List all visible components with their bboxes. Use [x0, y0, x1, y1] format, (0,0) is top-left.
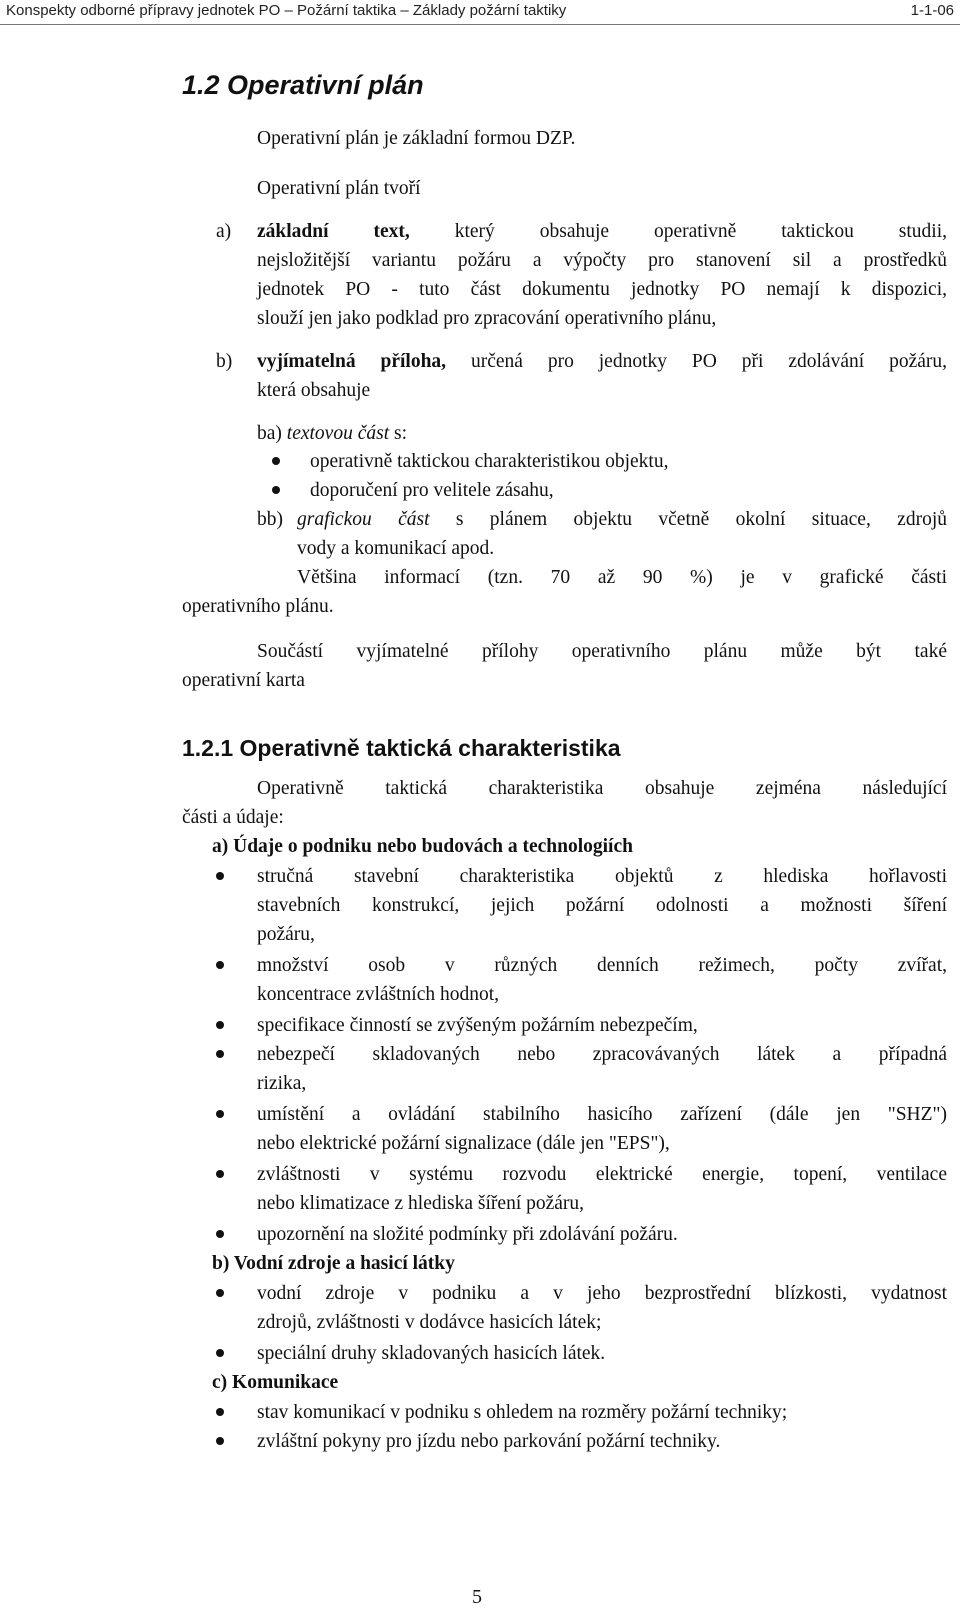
item-b-marker: b) [216, 351, 233, 372]
item-b-text: určená pro jednotky PO při zdolávání požáru, [446, 351, 947, 372]
a-item-5-line-1: umístění a ovládání stabilního hasicího zařízení (dále jen "SHZ") [257, 1104, 947, 1125]
item-ba-line [257, 419, 407, 448]
majority-line2: operativního plánu. [182, 596, 334, 617]
bullet-icon [216, 1050, 224, 1058]
bullet-icon [216, 961, 224, 969]
bullet-icon [216, 1021, 224, 1029]
item-a-text: který obsahuje operativně taktickou studii, [409, 221, 947, 242]
item-a-bold: základní text, [257, 221, 410, 242]
a-item-1-line-3: požáru, [257, 924, 315, 945]
a-item-7-line-1: upozornění na složité podmínky při zdolávání požáru. [257, 1224, 678, 1245]
a-item-1-line-1: stručná stavební charakteristika objektů z hlediska hořlavosti [257, 866, 947, 887]
part-line1: Součástí vyjímatelné přílohy operativního plánu může být také [257, 641, 947, 662]
item-b-line2: která obsahuje [257, 380, 371, 401]
item-ba-bullet-1: operativně taktickou charakteristikou objektu, [310, 451, 669, 472]
majority-line1: Většina informací (tzn. 70 až 90 %) je v grafické části [297, 567, 947, 588]
b-item-1-line-2: zdrojů, zvláštnosti v dodávce hasicích látek; [257, 1312, 602, 1333]
item-bb-text: s plánem objektu včetně okolní situace, zdrojů [429, 509, 947, 530]
bullet-icon [272, 486, 280, 494]
item-b-line1 [257, 347, 947, 376]
group-c-heading: c) Komunikace [212, 1372, 339, 1393]
b-item-2-line-1: speciální druhy skladovaných hasicích látek. [257, 1343, 606, 1364]
section-lead: Operativní plán tvoří [257, 178, 421, 199]
group-b-heading: b) Vodní zdroje a hasicí látky [212, 1253, 455, 1274]
page-number: 5 [472, 1586, 482, 1608]
bullet-icon [216, 1230, 224, 1238]
item-a-line4: slouží jen jako podklad pro zpracování operativního plánu, [257, 308, 717, 329]
item-bb-line2: vody a komunikací apod. [297, 538, 495, 559]
section-intro: Operativní plán je základní formou DZP. [257, 128, 576, 149]
item-ba-bullet-2: doporučení pro velitele zásahu, [310, 480, 554, 501]
item-bb-italic: grafickou část [297, 509, 430, 530]
bullet-icon [216, 1349, 224, 1357]
bullet-icon [216, 1289, 224, 1297]
a-item-1-line-2: stavebních konstrukcí, jejich požární odolnosti a možnosti šíření [257, 895, 947, 916]
subsection-intro-1: Operativně taktická charakteristika obsahuje zejména následující [257, 778, 947, 799]
running-header [0, 0, 960, 25]
bullet-icon [216, 872, 224, 880]
subsection-title: 1.2.1 Operativně taktická charakteristika [182, 735, 621, 761]
part-line2: operativní karta [182, 670, 305, 691]
item-a-line3: jednotek PO - tuto část dokumentu jednotky PO nemají k dispozici, [257, 279, 947, 300]
bullet-icon [216, 1110, 224, 1118]
header-title: Konspekty odborné přípravy jednotek PO – Požární taktika – Základy požární taktiky [6, 2, 567, 19]
item-a-line1 [257, 217, 947, 246]
bullet-icon [216, 1170, 224, 1178]
item-a-line2: nejsložitější variantu požáru a výpočty pro stanovení sil a prostředků [257, 250, 947, 271]
bullet-icon [272, 457, 280, 465]
a-item-4-line-2: rizika, [257, 1073, 307, 1094]
b-item-1-line-1: vodní zdroje v podniku a v jeho bezprostřední blízkosti, vydatnost [257, 1283, 947, 1304]
bullet-icon [216, 1437, 224, 1445]
item-a-marker: a) [216, 221, 232, 242]
a-item-5-line-2: nebo elektrické požární signalizace (dále jen "EPS"), [257, 1133, 670, 1154]
a-item-2-line-2: koncentrace zvláštních hodnot, [257, 984, 500, 1005]
item-bb-marker: bb) [257, 509, 283, 530]
item-ba-marker: ba) [257, 423, 282, 444]
a-item-4-line-1: nebezpečí skladovaných nebo zpracovávaných látek a případná [257, 1044, 947, 1065]
a-item-2-line-1: množství osob v různých denních režimech, počty zvířat, [257, 955, 947, 976]
header-code: 1-1-06 [910, 2, 954, 19]
bullet-icon [216, 1408, 224, 1416]
a-item-6-line-2: nebo klimatizace z hlediska šíření požáru, [257, 1193, 585, 1214]
a-item-3-line-1: specifikace činností se zvýšeným požárním nebezpečím, [257, 1015, 698, 1036]
c-item-2-line-1: zvláštní pokyny pro jízdu nebo parkování požární techniky. [257, 1431, 721, 1452]
c-item-1-line-1: stav komunikací v podniku s ohledem na rozměry požární techniky; [257, 1402, 788, 1423]
a-item-6-line-1: zvláštnosti v systému rozvodu elektrické energie, topení, ventilace [257, 1164, 947, 1185]
item-ba-text: s: [389, 423, 408, 444]
item-ba-italic: textovou část [286, 423, 390, 444]
subsection-intro-2: části a údaje: [182, 807, 284, 828]
section-title: 1.2 Operativní plán [182, 70, 424, 100]
item-bb-line1 [297, 505, 947, 534]
item-b-bold: vyjímatelná příloha, [257, 351, 447, 372]
group-a-heading: a) Údaje o podniku nebo budovách a technologiích [212, 836, 633, 857]
